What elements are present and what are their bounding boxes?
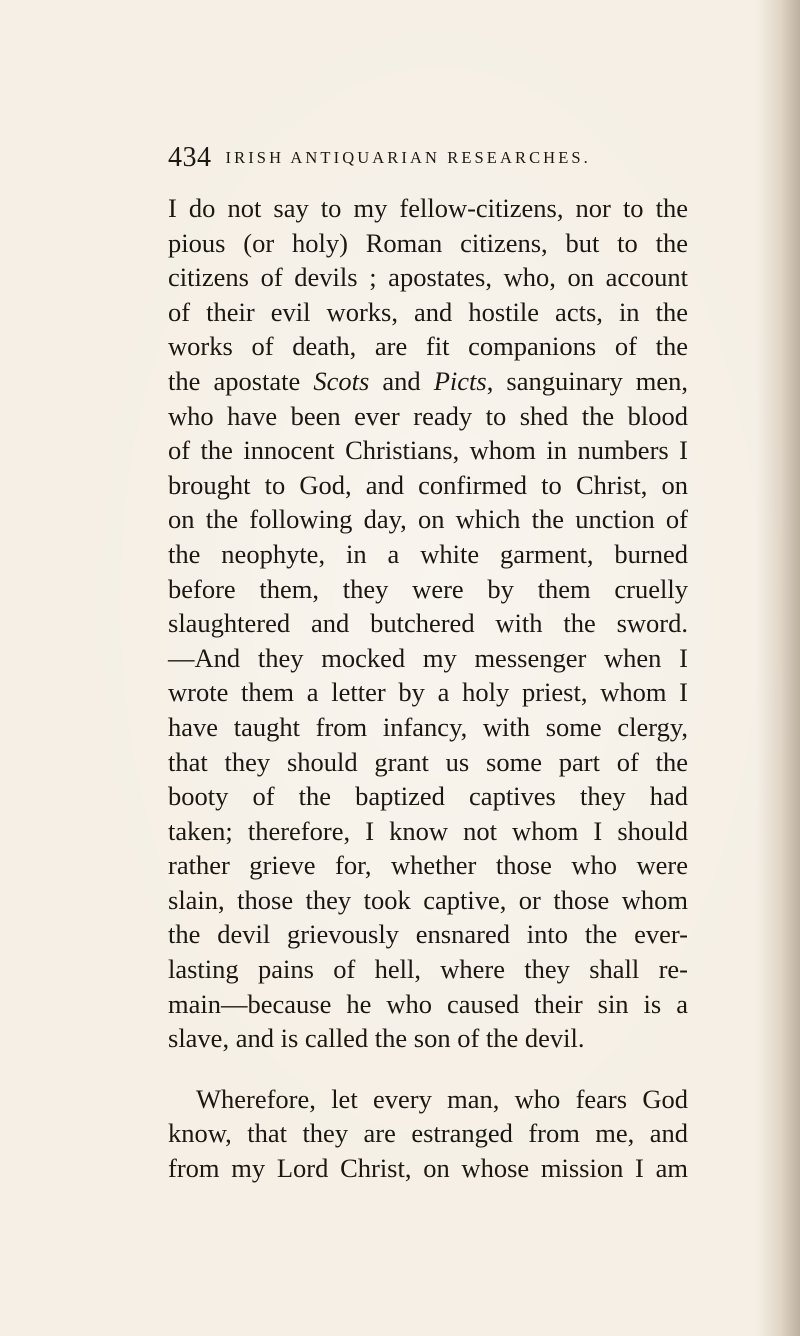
- text-line: have taught from infancy, with some clergy,: [168, 711, 688, 742]
- text-line: the devil grievously ensnared into the ever-: [168, 919, 688, 950]
- paragraph: [168, 1082, 688, 1186]
- text-line: rather grieve for, whether those who were: [168, 850, 688, 881]
- text-line: I do not say to my fellow-citizens, nor to the: [168, 193, 688, 223]
- text-line: pious (or holy) Roman citizens, but to the: [168, 227, 688, 258]
- text-line: slaughtered and butchered with the sword.: [168, 608, 688, 639]
- paragraph-gap: [168, 1056, 688, 1082]
- text-line: wrote them a letter by a holy priest, whom I: [168, 677, 688, 708]
- text-line: —And they mocked my messenger when I: [168, 642, 688, 673]
- text-line: lasting pains of hell, where they shall re-: [168, 954, 688, 985]
- text-line: taken; therefore, I know not whom I should: [168, 815, 688, 846]
- text-line: the neophyte, in a white garment, burned: [168, 538, 688, 569]
- text-line: booty of the baptized captives they had: [168, 781, 688, 812]
- paragraph: [168, 191, 688, 1056]
- text-line: slave, and is called the son of the devil.: [168, 1023, 585, 1054]
- running-head: [168, 142, 688, 182]
- page-edge-shadow: [756, 0, 800, 1336]
- text-line: who have been ever ready to shed the blood: [168, 400, 688, 431]
- text-line: Wherefore, let every man, who fears God: [196, 1083, 688, 1114]
- page-number: 434: [168, 142, 212, 173]
- text-line: brought to God, and confirmed to Christ, on: [168, 469, 688, 500]
- italic-term: Picts: [433, 365, 487, 396]
- text-line: that they should grant us some part of the: [168, 746, 688, 777]
- running-title: IRISH ANTIQUARIAN RESEARCHES.: [225, 148, 591, 167]
- body-text: [168, 191, 688, 1186]
- text-line: from my Lord Christ, on whose mission I am: [168, 1153, 688, 1184]
- text-line: of their evil works, and hostile acts, in the: [168, 296, 688, 327]
- text-line: before them, they were by them cruelly: [168, 573, 688, 604]
- text-line: main—because he who caused their sin is a: [168, 988, 688, 1019]
- text-line: works of death, are fit companions of the: [168, 331, 688, 362]
- text-line: of the innocent Christians, whom in numbers I: [168, 435, 688, 466]
- text-line: know, that they are estranged from me, and: [168, 1118, 688, 1149]
- italic-term: Scots: [313, 365, 370, 396]
- text-line: citizens of devils ; apostates, who, on account: [168, 262, 688, 293]
- text-line: on the following day, on which the unction of: [168, 504, 688, 535]
- text-line: slain, those they took captive, or those whom: [168, 884, 688, 915]
- text-line: the apostate Scots and Picts, sanguinary men,: [168, 365, 689, 396]
